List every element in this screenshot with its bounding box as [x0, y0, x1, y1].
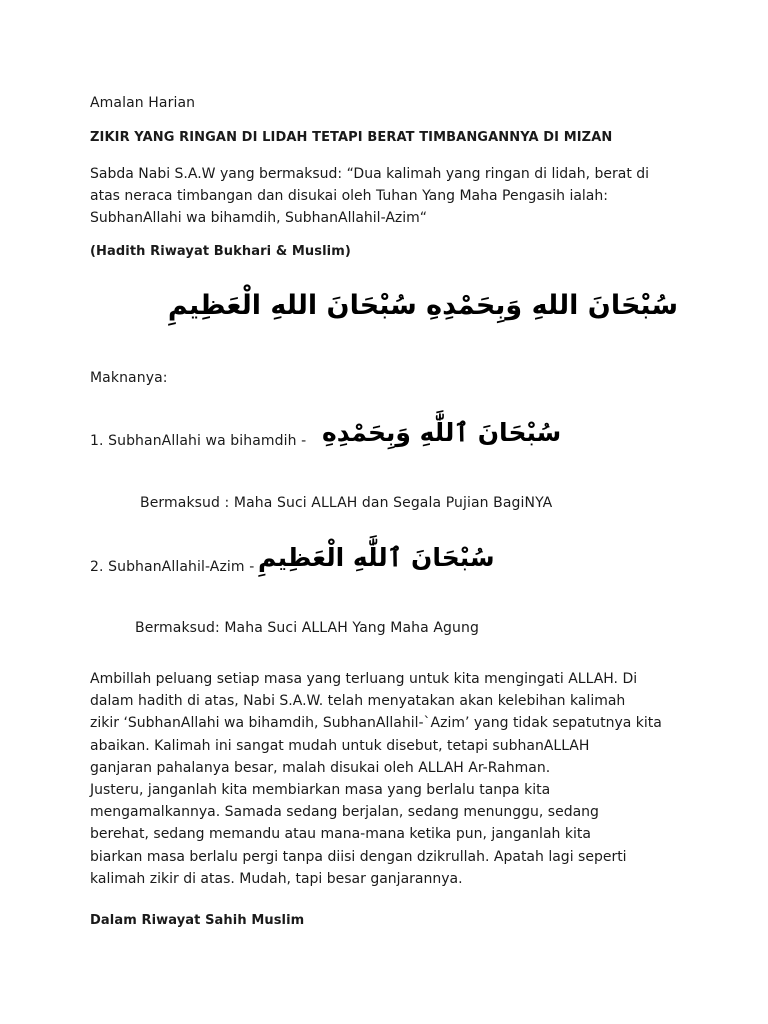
item1-meaning: Bermaksud : Maha Suci ALLAH dan Segala Pujian BagiNYA: [140, 495, 553, 511]
item2-label: 2. SubhanAllahil-Azim -: [90, 559, 255, 575]
arabic-full-verse: سُبْحَانَ اللهِ وَبِحَمْدِهِ سُبْحَانَ اللهِ الْعَظِيمِ: [167, 290, 678, 321]
footer-heading: Dalam Riwayat Sahih Muslim: [90, 913, 305, 928]
body-line: Ambillah peluang setiap masa yang terluang untuk kita mengingati ALLAH. Di: [90, 671, 638, 687]
body-paragraph: [90, 668, 690, 890]
doc-title: ZIKIR YANG RINGAN DI LIDAH TETAPI BERAT TIMBANGANNYA DI MIZAN: [90, 130, 613, 145]
intro-line: SubhanAllahi wa bihamdih, SubhanAllahil-Azim“: [90, 210, 428, 227]
body-line: ganjaran pahalanya besar, malah disukai oleh ALLAH Ar-Rahman.: [90, 759, 551, 776]
body-line: abaikan. Kalimah ini sangat mudah untuk disebut, tetapi subhanALLAH: [90, 737, 590, 754]
item1-arabic: سُبْحَانَ ٱللَّٰهِ وَبِحَمْدِهِ: [322, 418, 562, 447]
body-line: Justeru, janganlah kita membiarkan masa yang berlalu tanpa kita: [90, 782, 551, 799]
item2-meaning: Bermaksud: Maha Suci ALLAH Yang Maha Agung: [135, 620, 479, 636]
item2-arabic: سُبْحَانَ ٱللَّٰهِ الْعَظِيمِ: [258, 543, 495, 572]
hadith-reference: (Hadith Riwayat Bukhari & Muslim): [90, 244, 351, 259]
body-line: kalimah zikir di atas. Mudah, tapi besar ganjarannya.: [90, 870, 463, 887]
intro-paragraph: [90, 163, 690, 230]
body-line: biarkan masa berlalu pergi tanpa diisi dengan dzikrullah. Apatah lagi seperti: [90, 848, 627, 865]
doc-heading: Amalan Harian: [90, 95, 196, 111]
intro-line: atas neraca timbangan dan disukai oleh Tuhan Yang Maha Pengasih ialah:: [90, 188, 608, 205]
intro-line: Sabda Nabi S.A.W yang bermaksud: “Dua kalimah yang ringan di lidah, berat di: [90, 166, 650, 182]
maknanya-label: Maknanya:: [90, 370, 168, 386]
body-line: berehat, sedang memandu atau mana-mana ketika pun, janganlah kita: [90, 826, 591, 843]
body-line: mengamalkannya. Samada sedang berjalan, sedang menunggu, sedang: [90, 804, 599, 821]
body-line: zikir ‘SubhanAllahi wa bihamdih, SubhanAllahil-`Azim’ yang tidak sepatutnya kita: [90, 715, 662, 732]
body-line: dalam hadith di atas, Nabi S.A.W. telah menyatakan akan kelebihan kalimah: [90, 693, 626, 710]
item1-label: 1. SubhanAllahi wa bihamdih -: [90, 433, 307, 449]
